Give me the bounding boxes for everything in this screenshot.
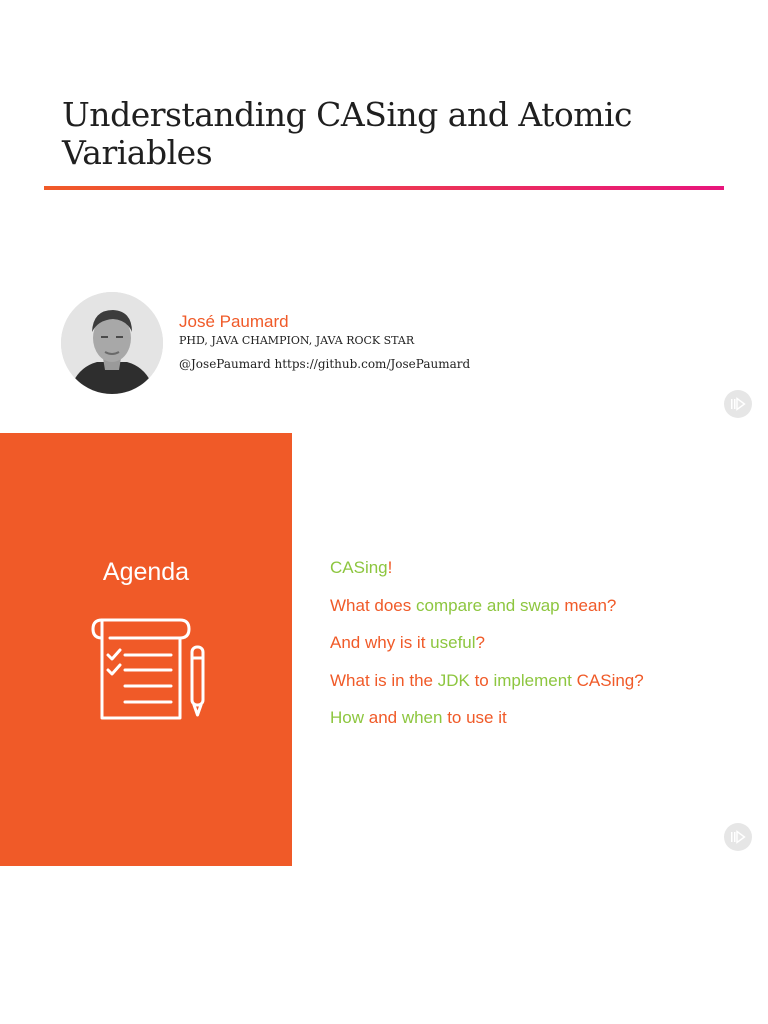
agenda-item-segment: ! [387, 558, 393, 577]
agenda-item-segment: And why is it [330, 633, 431, 652]
agenda-list [330, 557, 644, 745]
agenda-item [330, 595, 644, 633]
agenda-item-segment: when [401, 708, 448, 727]
agenda-item-segment: implement [493, 670, 577, 690]
agenda-item-segment: to [474, 670, 494, 690]
author-titles: PHD, JAVA CHAMPION, JAVA ROCK STAR [179, 334, 415, 347]
agenda-item-segment: CASing? [576, 670, 644, 690]
agenda-item-segment: What does [330, 595, 416, 615]
agenda-heading: Agenda [102, 558, 190, 586]
media-next-icon [730, 830, 746, 844]
title-divider [44, 186, 724, 190]
agenda-item [330, 707, 644, 745]
agenda-item-segment: compare and swap [416, 595, 565, 615]
agenda-item [330, 632, 644, 670]
agenda-item [330, 670, 644, 708]
agenda-item-segment: What is in the [330, 670, 438, 690]
agenda-item-segment: to use it [447, 708, 507, 727]
agenda-item-segment: JDK [437, 670, 475, 690]
author-avatar [61, 292, 163, 394]
next-slide-button[interactable] [724, 823, 752, 851]
author-name: José Paumard [179, 312, 289, 331]
agenda-item-segment: CASing [330, 558, 388, 577]
agenda-item-segment: How [330, 708, 369, 727]
author-links: @JosePaumard https://github.com/JosePaumard [179, 357, 471, 371]
agenda-item [330, 557, 644, 595]
agenda-item-segment: useful [430, 633, 476, 652]
next-slide-button[interactable] [724, 390, 752, 418]
agenda-item-segment: and [368, 708, 402, 727]
agenda-item-segment: ? [475, 633, 485, 652]
slide-title: Understanding CASing and Atomic Variables [62, 95, 633, 172]
agenda-item-segment: mean? [564, 595, 617, 615]
checklist-notepad-pen-icon [88, 614, 212, 724]
media-next-icon [730, 397, 746, 411]
